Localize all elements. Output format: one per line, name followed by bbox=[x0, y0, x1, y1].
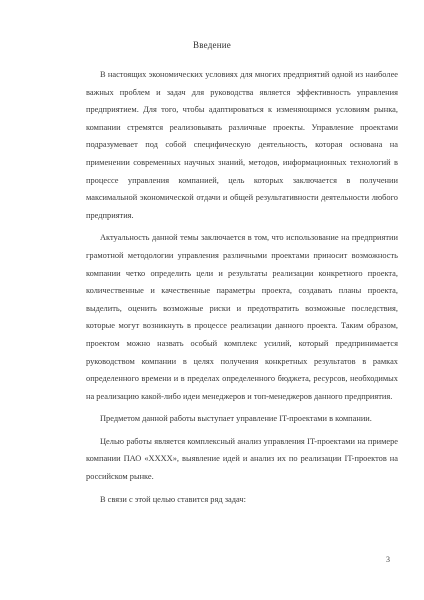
paragraph-tasks-intro: В связи с этой целью ставится ряд задач: bbox=[100, 494, 246, 504]
paragraph-relevance: Актуальность данной темы заключается в том, что использование на предприятии грамотной методологии управления различными проектами приносит возможность компании четко определить цели и результаты реализации конкретного проекта, количественные и качественные параметры проекта, создавать планы проекта, выделить, оценить возможные риски и предотвратить возможные последствия, которые могут возникнуть в процессе реализации данного проекта. Таким образом, проектом можно назвать особый комплекс усилий, который предпринимается руководством компании в целях получения конкретных результатов в рамках определенного времени и в пределах определенного бюджета, ресурсов, необходимых на реализацию какой-либо идеи менеджеров и топ-менеджеров данного предприятия. bbox=[86, 233, 398, 401]
paragraph-goal: Целью работы является комплексный анализ управления IT-проектами на примере компании ПАО «ХХХХ», выявление идей и анализ их по реализации IT-проектов на российском рынке. bbox=[86, 436, 398, 482]
paragraph-subject: Предметом данной работы выступает управление IT-проектами в компании. bbox=[100, 414, 372, 424]
page-title: Введение bbox=[193, 40, 231, 50]
page-number: 3 bbox=[386, 555, 390, 564]
paragraph-intro: В настоящих экономических условиях для многих предприятий одной из наиболее важных проблем и задач для руководства является эффективность управления предприятием. Для того, чтобы адаптироваться к изменяющимся условиям рынка, компании стремятся реализовывать различные проекты. Управление проектами подразумевает под собой специфическую деятельность, которая основана на применении современных научных знаний, методов, информационных технологий в процессе управления компанией, цель которых заключается в получении максимальной экономической отдачи и общей результативности деятельности любого предприятия. bbox=[86, 70, 398, 220]
document-body bbox=[86, 66, 398, 513]
